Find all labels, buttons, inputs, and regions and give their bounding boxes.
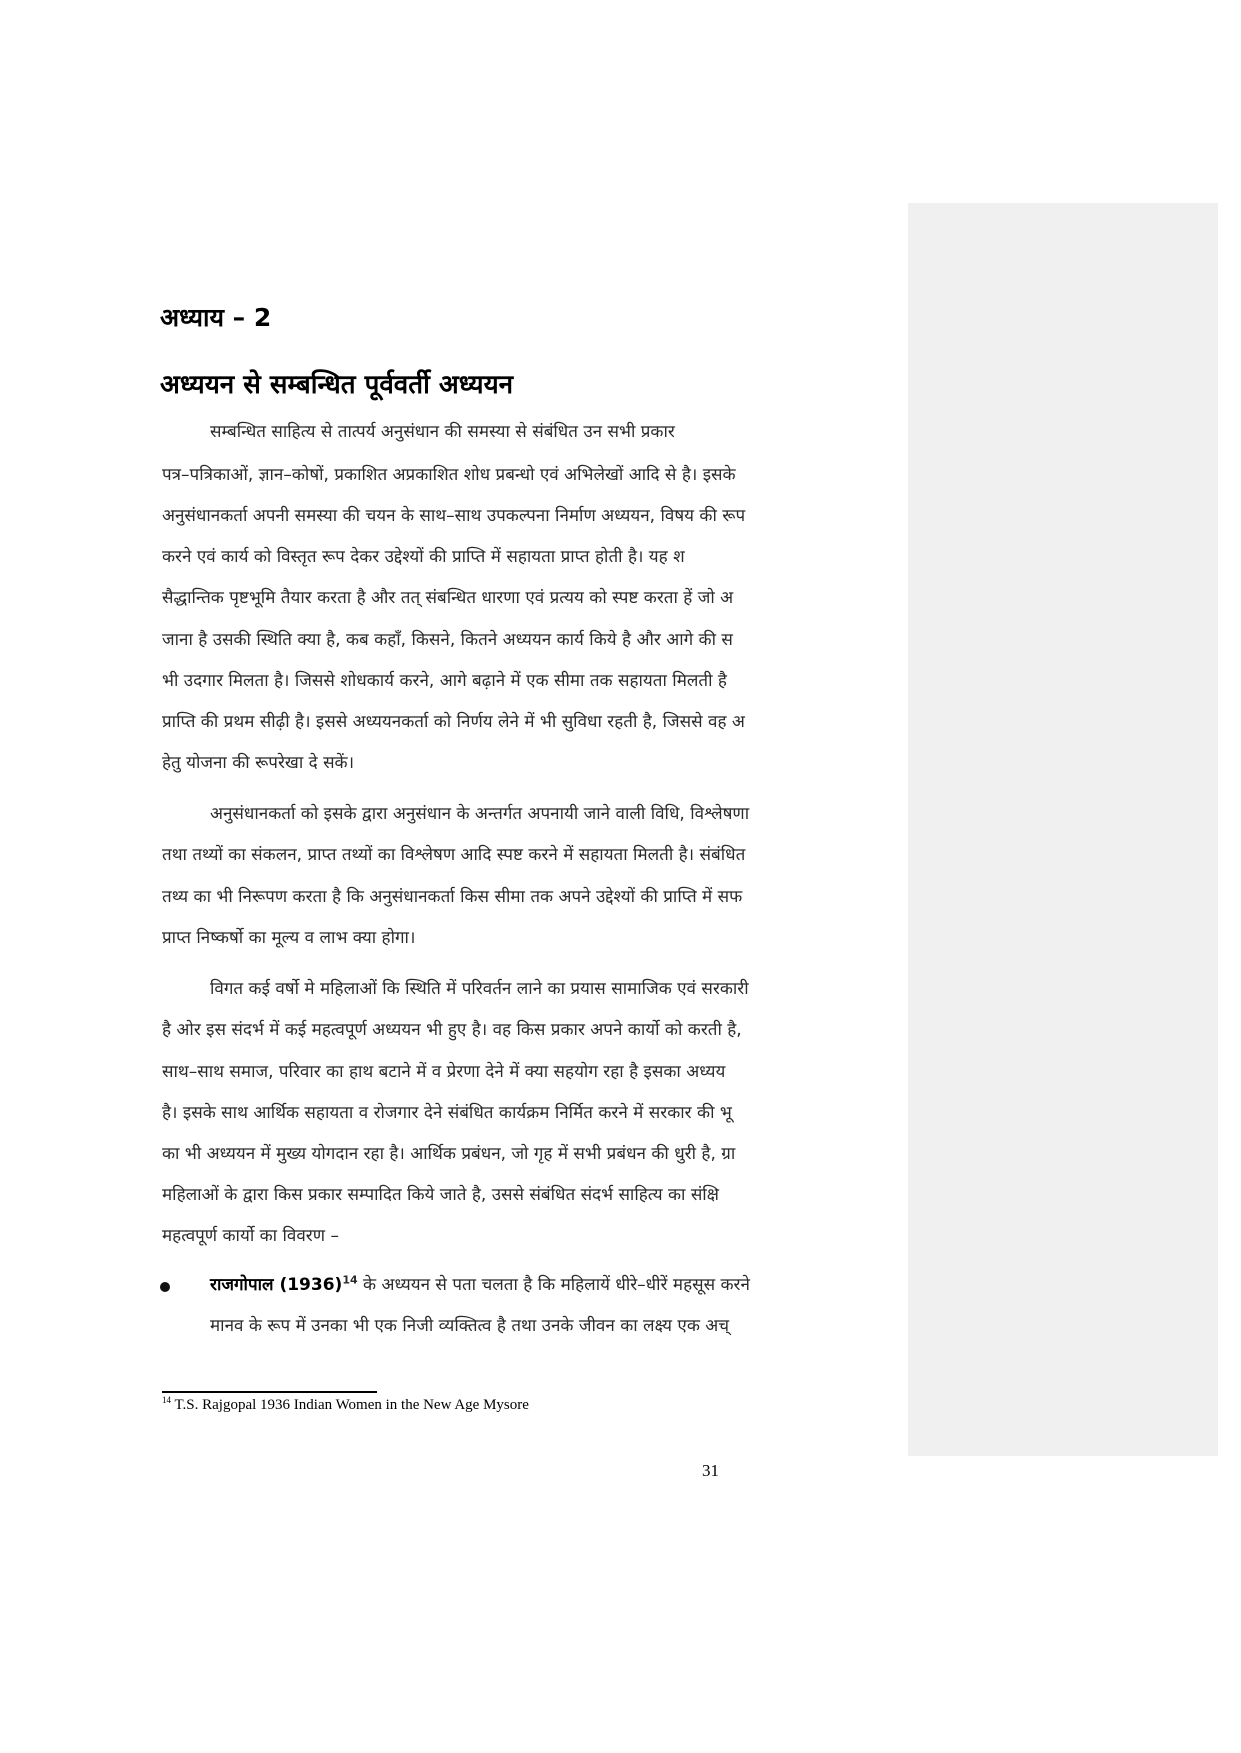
paragraph-line: साथ–साथ समाज, परिवार का हाथ बटाने में व प्रेरणा देने में क्या सहयोग रहा है इसका अध्यय [162,1062,726,1082]
paragraph-line: है ओर इस संदर्भ में कई महत्वपूर्ण अध्ययन भी हुए है। वह किस प्रकार अपने कार्यो को करती है, [162,1020,742,1040]
footnote-separator [162,1391,377,1393]
paragraph-line: है। इसके साथ आर्थिक सहायता व रोजगार देने संबंधित कार्यक्रम निर्मित करने में सरकार की भू [162,1103,732,1123]
chapter-title: अध्ययन से सम्बन्धित पूर्ववर्ती अध्ययन [160,370,514,400]
paragraph-line: भी उदगार मिलता है। जिससे शोधकार्य करने, आगे बढ़ाने में एक सीमा तक सहायता मिलती है [162,671,727,691]
bullet-author: राजगोपाल (1936) [210,1275,343,1295]
bullet-line [210,1273,750,1297]
footnote-number: 14 [162,1395,171,1405]
page-number: 31 [702,1461,719,1480]
paragraph-line: महत्वपूर्ण कार्यो का विवरण – [162,1226,339,1246]
paragraph-line: सैद्धान्तिक पृष्टभूमि तैयार करता है और तत् संबन्धित धारणा एवं प्रत्यय को स्पष्ट करता हें जो अ [162,588,734,608]
footnote [162,1397,529,1414]
bullet-text: के अध्ययन से पता चलता है कि महिलायें धीरे–धीरें महसूस करने [357,1275,750,1295]
comment-margin-pane [908,203,1218,1456]
paragraph-line: का भी अध्ययन में मुख्य योगदान रहा है। आर्थिक प्रबंधन, जो गृह में सभी प्रबंधन की धुरी है, ग्रा [162,1144,736,1164]
bullet-dot-icon [160,1282,170,1292]
paragraph-line: प्राप्ति की प्रथम सीढ़ी है। इससे अध्ययनकर्ता को निर्णय लेने में भी सुविधा रहती है, जिससे वह अ [162,712,745,732]
paragraph-line: महिलाओं के द्वारा किस प्रकार सम्पादित किये जाते है, उससे संबंधित संदर्भ साहित्य का संक्षि [162,1185,719,1205]
chapter-label: अध्याय – 2 [160,303,272,332]
paragraph-line: पत्र–पत्रिकाओं, ज्ञान–कोषों, प्रकाशित अप्रकाशित शोध प्रबन्धो एवं अभिलेखों आदि से है। इसके [162,465,736,485]
footnote-text: T.S. Rajgopal 1936 Indian Women in the New Age Mysore [171,1397,529,1413]
paragraph-line: जाना है उसकी स्थिति क्या है, कब कहाँ, किसने, कितने अध्ययन कार्य किये है और आगे की स [162,630,733,650]
paragraph-line: हेतु योजना की रूपरेखा दे सकें। [162,753,355,773]
paragraph-line: सम्बन्धित साहित्य से तात्पर्य अनुसंधान की समस्या से संबंधित उन सभी प्रकार [210,422,675,442]
paragraph-line: प्राप्त निष्कर्षो का मूल्य व लाभ क्या होगा। [162,928,416,948]
paragraph-line: करने एवं कार्य को विस्तृत रूप देकर उद्देश्यों की प्राप्ति में सहायता प्राप्त होती है। यह श [162,547,685,567]
paragraph-line: विगत कई वर्षो मे महिलाओं कि स्थिति में परिवर्तन लाने का प्रयास सामाजिक एवं सरकारी [210,979,749,999]
bullet-footnote-ref[interactable]: 14 [342,1273,358,1287]
paragraph-line: अनुसंधानकर्ता अपनी समस्या की चयन के साथ–साथ उपकल्पना निर्माण अध्ययन, विषय की रूप [162,506,746,526]
paragraph-line: तथा तथ्यों का संकलन, प्राप्त तथ्यों का विश्लेषण आदि स्पष्ट करने में सहायता मिलती है। संबंधित [162,845,746,865]
paragraph-line: तथ्य का भी निरूपण करता है कि अनुसंधानकर्ता किस सीमा तक अपने उद्देश्यों की प्राप्ति में सफ [162,887,743,907]
bullet-line: मानव के रूप में उनका भी एक निजी व्यक्तित्व है तथा उनके जीवन का लक्ष्य एक अच् [210,1316,730,1336]
paragraph-line: अनुसंधानकर्ता को इसके द्वारा अनुसंधान के अन्तर्गत अपनायी जाने वाली विधि, विश्लेषणा [210,804,750,824]
